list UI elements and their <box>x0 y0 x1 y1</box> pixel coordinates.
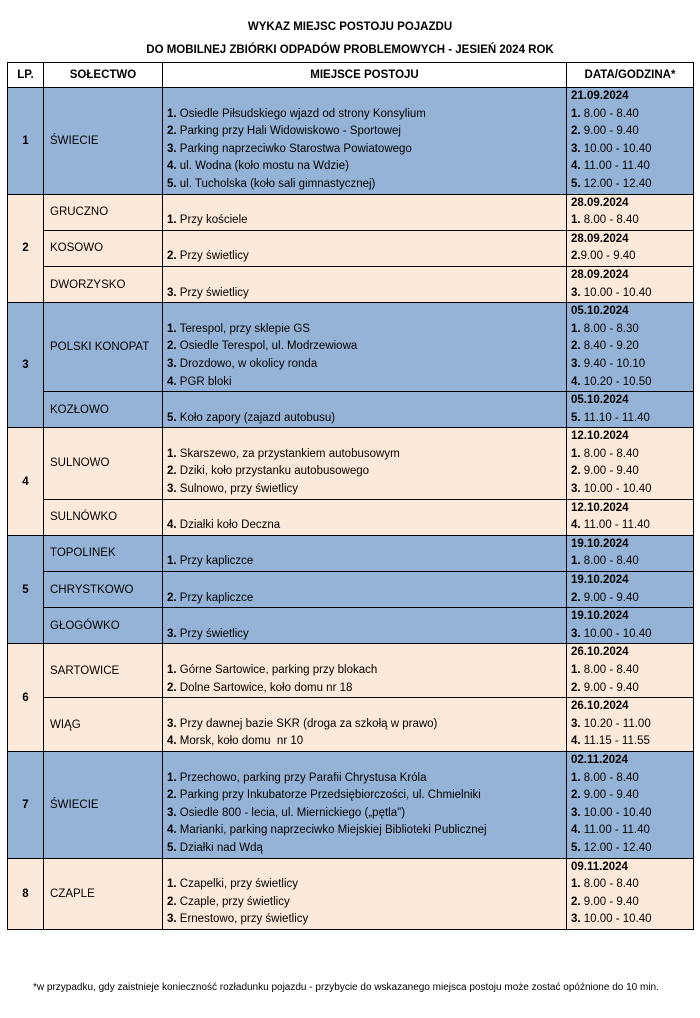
time-item <box>571 374 689 392</box>
place-text: Dolne Sartowice, koło domu nr 18 <box>176 681 353 694</box>
time-text: 8.40 - 9.20 <box>580 340 639 353</box>
time-item <box>571 463 689 481</box>
time-text: 12.00 - 12.40 <box>580 841 652 854</box>
place-item <box>167 787 562 805</box>
time-item <box>571 787 689 805</box>
time-text: 10.00 - 10.40 <box>580 806 652 819</box>
table-row <box>8 428 694 499</box>
place-number: 1. <box>167 878 177 891</box>
place-list <box>163 499 567 535</box>
date-time-list <box>567 698 694 752</box>
place-number: 3. <box>167 142 177 155</box>
village-name: SULNOWO <box>44 428 163 499</box>
place-item <box>167 141 562 159</box>
place-number: 2. <box>167 895 177 908</box>
time-text: 10.00 - 10.40 <box>580 483 652 496</box>
header-place: MIEJSCE POSTOJU <box>163 63 567 88</box>
place-text: Morsk, koło domu nr 10 <box>176 735 304 748</box>
place-number: 1. <box>167 214 177 227</box>
date-time-list <box>567 428 694 499</box>
place-list <box>163 608 567 644</box>
place-number: 5. <box>167 411 177 424</box>
place-item <box>167 106 562 124</box>
place-list <box>163 751 567 858</box>
place-item <box>167 410 562 428</box>
date-value: 19.10.2024 <box>571 574 629 587</box>
place-list <box>163 535 567 571</box>
place-number: 1. <box>167 555 177 568</box>
place-text: Sulnowo, przy świetlicy <box>176 483 299 496</box>
time-text: 9.00 - 9.40 <box>580 895 639 908</box>
date-value: 09.11.2024 <box>571 860 628 873</box>
row-number: 6 <box>8 644 44 752</box>
place-text: Terespol, przy sklepie GS <box>176 322 310 335</box>
time-number: 2. <box>571 681 581 694</box>
place-item <box>167 338 562 356</box>
place-text: Dziki, koło przystanku autobusowego <box>176 465 369 478</box>
time-number: 2. <box>571 465 581 478</box>
place-text: Przechowo, parking przy Parafii Chrystusa Króla <box>176 771 427 784</box>
time-text: 9.00 - 9.40 <box>580 250 636 263</box>
place-item <box>167 212 562 230</box>
header-date: DATA/GODZINA* <box>567 63 694 88</box>
village-name: TOPOLINEK <box>44 535 163 571</box>
time-text: 10.00 - 10.40 <box>580 913 652 926</box>
date-time-list <box>567 644 694 698</box>
time-number: 2. <box>571 895 581 908</box>
time-number: 1. <box>571 878 581 891</box>
time-text: 8.00 - 8.40 <box>580 555 639 568</box>
row-number: 3 <box>8 303 44 428</box>
time-text: 11.00 - 11.40 <box>580 824 650 837</box>
place-text: Przy kapliczce <box>176 555 254 568</box>
date-value: 26.10.2024 <box>571 700 629 713</box>
header-lp: LP. <box>8 63 44 88</box>
date-value: 28.09.2024 <box>571 232 629 245</box>
place-number: 4. <box>167 824 177 837</box>
place-number: 2. <box>167 591 177 604</box>
place-item <box>167 770 562 788</box>
row-number: 1 <box>8 88 44 195</box>
time-text: 8.00 - 8.30 <box>580 322 639 335</box>
time-number: 2. <box>571 591 581 604</box>
place-number: 2. <box>167 789 177 802</box>
date-time-list <box>567 194 694 230</box>
time-item <box>571 733 689 751</box>
date-time-list <box>567 230 694 266</box>
time-text: 9.00 - 9.40 <box>580 681 639 694</box>
village-name: KOZŁOWO <box>44 392 163 428</box>
date-time-list <box>567 88 694 195</box>
place-item <box>167 662 562 680</box>
place-item <box>167 356 562 374</box>
time-item <box>571 212 689 230</box>
place-list <box>163 858 567 929</box>
time-item <box>571 590 689 608</box>
time-number: 3. <box>571 806 581 819</box>
place-text: Parking naprzeciwko Starostwa Powiatowego <box>176 142 412 155</box>
time-text: 9.00 - 9.40 <box>580 465 639 478</box>
place-number: 3. <box>167 806 177 819</box>
place-item <box>167 463 562 481</box>
time-text: 11.15 - 11.55 <box>580 735 650 748</box>
time-text: 10.20 - 11.00 <box>580 717 651 730</box>
place-list <box>163 644 567 698</box>
table-row <box>8 535 694 571</box>
table-row <box>8 499 694 535</box>
place-text: Koło zapory (zajazd autobusu) <box>176 411 336 424</box>
table-row <box>8 572 694 608</box>
time-text: 9.00 - 9.40 <box>580 789 639 802</box>
place-text: Ernestowo, przy świetlicy <box>176 913 309 926</box>
village-name: GRUCZNO <box>44 194 163 230</box>
place-number: 2. <box>167 250 177 263</box>
place-item <box>167 680 562 698</box>
place-text: Przy kapliczce <box>176 591 254 604</box>
place-number: 3. <box>167 717 177 730</box>
time-number: 4. <box>571 519 581 532</box>
place-item <box>167 285 562 303</box>
time-text: 8.00 - 8.40 <box>580 878 639 891</box>
village-name: KOSOWO <box>44 230 163 266</box>
place-item <box>167 805 562 823</box>
time-item <box>571 481 689 499</box>
schedule-body <box>8 88 694 930</box>
place-text: Górne Sartowice, parking przy blokach <box>176 664 378 676</box>
place-text: Przy świetlicy <box>176 250 249 263</box>
place-text: Przy świetlicy <box>176 627 249 640</box>
place-text: Osiedle Piłsudskiego wjazd od strony Konsylium <box>176 107 426 120</box>
place-item <box>167 626 562 644</box>
header-village: SOŁECTWO <box>44 63 163 88</box>
time-number: 3. <box>571 142 581 155</box>
place-list <box>163 698 567 752</box>
time-number: 5. <box>571 841 581 854</box>
village-name: CZAPLE <box>44 858 163 929</box>
date-time-list <box>567 751 694 858</box>
place-number: 2. <box>167 465 177 478</box>
table-row <box>8 644 694 698</box>
table-row <box>8 392 694 428</box>
date-value: 12.10.2024 <box>571 430 629 443</box>
document-subtitle: DO MOBILNEJ ZBIÓRKI ODPADÓW PROBLEMOWYCH - JESIEŃ 2024 ROK <box>146 44 554 56</box>
time-number: 3. <box>571 627 581 640</box>
date-time-list <box>567 499 694 535</box>
time-item <box>571 553 689 571</box>
time-item <box>571 894 689 912</box>
place-number: 3. <box>167 913 177 926</box>
table-row <box>8 230 694 266</box>
place-item <box>167 553 562 571</box>
place-number: 4. <box>167 519 177 532</box>
place-text: Przy dawnej bazie SKR (droga za szkołą w prawo) <box>176 717 438 730</box>
time-item <box>571 141 689 159</box>
time-number: 5. <box>571 177 581 190</box>
date-value: 12.10.2024 <box>571 501 629 514</box>
time-text: 11.10 - 11.40 <box>580 411 650 424</box>
time-item <box>571 876 689 894</box>
time-item <box>571 410 689 428</box>
time-text: 9.00 - 9.40 <box>580 125 639 138</box>
village-name: GŁOGÓWKO <box>44 608 163 644</box>
time-text: 11.00 - 11.40 <box>580 519 650 532</box>
place-item <box>167 248 562 266</box>
document-title: WYKAZ MIEJSC POSTOJU POJAZDU <box>247 21 453 33</box>
place-list <box>163 230 567 266</box>
village-name: CHRYSTKOWO <box>44 572 163 608</box>
place-number: 2. <box>167 340 177 353</box>
place-item <box>167 374 562 392</box>
time-number: 2. <box>571 125 581 138</box>
place-text: Osiedle 800 - lecia, ul. Miernickiego („pętla") <box>176 806 406 819</box>
row-number: 8 <box>8 858 44 929</box>
place-list <box>163 428 567 499</box>
place-list <box>163 266 567 302</box>
place-text: Osiedle Terespol, ul. Modrzewiowa <box>176 340 358 353</box>
place-number: 4. <box>167 375 177 388</box>
place-number: 3. <box>167 483 177 496</box>
time-text: 10.00 - 10.40 <box>580 627 652 640</box>
place-list <box>163 88 567 195</box>
time-number: 3. <box>571 286 581 299</box>
place-text: Czapelki, przy świetlicy <box>176 878 299 891</box>
date-time-list <box>567 858 694 929</box>
time-text: 10.00 - 10.40 <box>580 286 652 299</box>
place-item <box>167 894 562 912</box>
date-time-list <box>567 266 694 302</box>
time-item <box>571 123 689 141</box>
place-item <box>167 590 562 608</box>
village-name: ŚWIECIE <box>44 88 163 195</box>
village-name: WIĄG <box>44 698 163 752</box>
place-text: Przy kościele <box>176 214 248 227</box>
place-number: 2. <box>167 681 177 694</box>
place-list <box>163 392 567 428</box>
table-row <box>8 608 694 644</box>
time-text: 10.20 - 10.50 <box>580 375 652 388</box>
time-item <box>571 517 689 535</box>
time-item <box>571 840 689 858</box>
place-number: 1. <box>167 771 177 784</box>
place-list <box>163 572 567 608</box>
time-number: 3. <box>571 717 581 730</box>
place-item <box>167 840 562 858</box>
place-text: Drozdowo, w okolicy ronda <box>176 357 318 370</box>
schedule-table <box>7 62 694 930</box>
time-text: 8.00 - 8.40 <box>580 214 639 227</box>
time-number: 1. <box>571 555 581 568</box>
place-text: Działki koło Deczna <box>176 519 281 532</box>
time-number: 1. <box>571 107 581 120</box>
time-item <box>571 285 689 303</box>
place-text: Parking przy Hali Widowiskowo - Sportowej <box>176 125 401 138</box>
date-time-list <box>567 535 694 571</box>
place-number: 4. <box>167 160 177 173</box>
time-number: 4. <box>571 375 581 388</box>
time-item <box>571 662 689 680</box>
time-text: 9.40 - 10.10 <box>580 357 646 370</box>
time-item <box>571 106 689 124</box>
place-text: Parking przy Inkubatorze Przedsiębiorczości, ul. Chmielniki <box>176 789 481 802</box>
time-text: 8.00 - 8.40 <box>580 771 639 784</box>
row-number: 5 <box>8 535 44 644</box>
time-text: 8.00 - 8.40 <box>580 107 639 120</box>
time-number: 2. <box>571 250 581 263</box>
table-row <box>8 858 694 929</box>
time-item <box>571 770 689 788</box>
time-item <box>571 446 689 464</box>
village-name: ŚWIECIE <box>44 751 163 858</box>
time-text: 12.00 - 12.40 <box>580 177 652 190</box>
time-number: 2. <box>571 789 581 802</box>
place-item <box>167 481 562 499</box>
time-item <box>571 805 689 823</box>
time-item <box>571 176 689 194</box>
place-number: 4. <box>167 735 177 748</box>
place-item <box>167 822 562 840</box>
place-item <box>167 517 562 535</box>
time-item <box>571 680 689 698</box>
time-item <box>571 626 689 644</box>
place-list <box>163 194 567 230</box>
date-time-list <box>567 608 694 644</box>
date-time-list <box>567 572 694 608</box>
time-number: 1. <box>571 214 581 227</box>
time-item <box>571 822 689 840</box>
time-item <box>571 158 689 176</box>
time-number: 1. <box>571 447 581 460</box>
time-number: 4. <box>571 160 581 173</box>
place-item <box>167 876 562 894</box>
time-number: 3. <box>571 913 581 926</box>
time-number: 4. <box>571 824 581 837</box>
header-row <box>8 63 694 88</box>
time-text: 11.00 - 11.40 <box>580 160 650 173</box>
place-text: Skarszewo, za przystankiem autobusowym <box>176 447 400 460</box>
time-number: 5. <box>571 411 581 424</box>
time-text: 8.00 - 8.40 <box>580 664 639 676</box>
place-number: 3. <box>167 357 177 370</box>
date-value: 19.10.2024 <box>571 610 629 623</box>
time-number: 1. <box>571 771 581 784</box>
time-number: 3. <box>571 483 581 496</box>
date-value: 21.09.2024 <box>571 90 629 102</box>
date-value: 19.10.2024 <box>571 537 629 550</box>
date-time-list <box>567 392 694 428</box>
place-list <box>163 303 567 392</box>
table-row <box>8 266 694 302</box>
table-row <box>8 88 694 195</box>
place-number: 1. <box>167 664 177 676</box>
time-number: 4. <box>571 735 581 748</box>
place-text: Działki nad Wdą <box>176 841 263 854</box>
time-item <box>571 248 689 266</box>
date-value: 05.10.2024 <box>571 305 629 318</box>
village-name: SARTOWICE <box>44 644 163 698</box>
place-number: 1. <box>167 447 177 460</box>
place-text: ul. Tucholska (koło sali gimnastycznej) <box>176 177 376 190</box>
time-item <box>571 716 689 734</box>
table-row <box>8 751 694 858</box>
table-row <box>8 194 694 230</box>
date-value: 05.10.2024 <box>571 394 629 407</box>
place-text: Przy świetlicy <box>176 286 249 299</box>
place-number: 1. <box>167 107 177 120</box>
table-row <box>8 698 694 752</box>
place-number: 3. <box>167 627 177 640</box>
date-value: 02.11.2024 <box>571 753 628 766</box>
time-number: 3. <box>571 357 581 370</box>
place-number: 1. <box>167 322 177 335</box>
village-name: DWORZYSKO <box>44 266 163 302</box>
row-number: 4 <box>8 428 44 536</box>
place-item <box>167 716 562 734</box>
time-item <box>571 338 689 356</box>
date-value: 28.09.2024 <box>571 268 629 281</box>
place-item <box>167 733 562 751</box>
time-number: 2. <box>571 340 581 353</box>
date-value: 26.10.2024 <box>571 646 629 659</box>
row-number: 7 <box>8 751 44 858</box>
footnote: *w przypadku, gdy zaistnieje konieczność rozładunku pojazdu - przybycie do wskazanego miejsca postoju może zostać opóźnione do 10 min. <box>33 982 659 993</box>
table-row <box>8 303 694 392</box>
place-number: 5. <box>167 841 177 854</box>
row-number: 2 <box>8 194 44 303</box>
place-text: ul. Wodna (koło mostu na Wdzie) <box>176 160 349 173</box>
time-text: 10.00 - 10.40 <box>580 142 652 155</box>
village-name: SULNÓWKO <box>44 499 163 535</box>
time-number: 1. <box>571 322 581 335</box>
place-item <box>167 176 562 194</box>
place-item <box>167 158 562 176</box>
place-item <box>167 321 562 339</box>
time-item <box>571 321 689 339</box>
place-number: 5. <box>167 177 177 190</box>
place-item <box>167 911 562 929</box>
time-item <box>571 911 689 929</box>
date-time-list <box>567 303 694 392</box>
place-number: 3. <box>167 286 177 299</box>
place-text: PGR bloki <box>176 375 232 388</box>
place-text: Marianki, parking naprzeciwko Miejskiej Biblioteki Publicznej <box>176 824 487 837</box>
time-text: 8.00 - 8.40 <box>580 447 639 460</box>
place-text: Czaple, przy świetlicy <box>176 895 290 908</box>
time-text: 9.00 - 9.40 <box>580 591 639 604</box>
place-item <box>167 446 562 464</box>
date-value: 28.09.2024 <box>571 196 629 209</box>
time-item <box>571 356 689 374</box>
time-number: 1. <box>571 664 581 676</box>
village-name: POLSKI KONOPAT <box>44 303 163 392</box>
place-number: 2. <box>167 125 177 138</box>
place-item <box>167 123 562 141</box>
